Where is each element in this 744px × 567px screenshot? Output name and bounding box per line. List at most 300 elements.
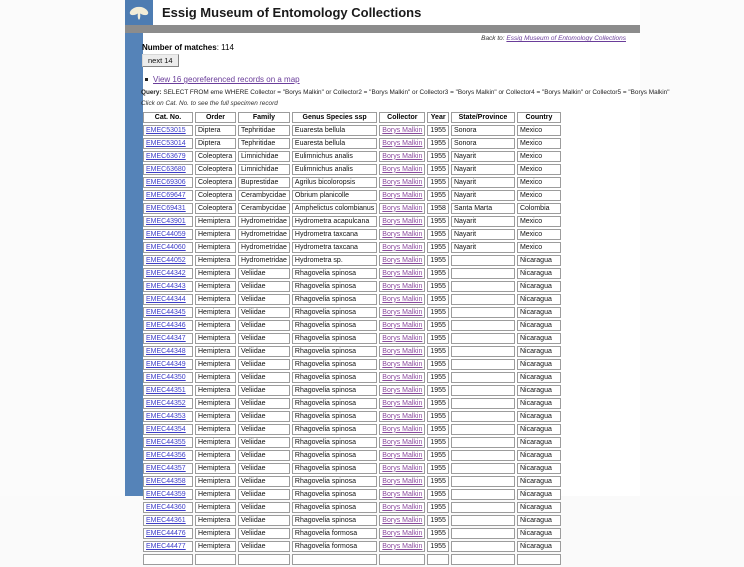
cat-no-link[interactable]: EMEC69431 [146,204,186,212]
col-header-genus-species: Genus Species ssp [292,112,377,123]
table-row [143,281,561,292]
table-row [143,190,561,201]
cell-country: Nicaragua [517,515,561,526]
cell-order: Hemiptera [195,281,236,292]
cell-collector [379,359,425,370]
cell-year: 1955 [427,372,449,383]
cell-state-province [451,281,515,292]
cell-state-province [451,554,515,565]
cat-no-link[interactable]: EMEC44361 [146,516,186,524]
cell-family: Veliidae [238,281,290,292]
cell-year: 1955 [427,450,449,461]
cell-collector [379,554,425,565]
table-row [143,385,561,396]
cell-order: Coleoptera [195,151,236,162]
table-row [143,450,561,461]
cell-state-province [451,424,515,435]
cell-year: 1955 [427,385,449,396]
cell-genus-species: Obrium planicolle [292,190,377,201]
table-row [143,476,561,487]
cell-country: Nicaragua [517,255,561,266]
cat-no-link[interactable]: EMEC44345 [146,308,186,316]
cat-no-link[interactable]: EMEC43901 [146,217,186,225]
cell-state-province: Sonora [451,138,515,149]
cell-state-province [451,255,515,266]
cell-family: Veliidae [238,541,290,552]
list-bullet-icon [145,78,148,81]
cat-no-link[interactable]: EMEC44344 [146,295,186,303]
cell-family: Veliidae [238,333,290,344]
table-row [143,333,561,344]
cell-year [427,554,449,565]
collector-link[interactable]: Borys Malkin [382,425,423,433]
results-table-body [143,125,561,565]
cat-no-link[interactable]: EMEC44349 [146,360,186,368]
cell-cat-no [143,307,193,318]
cell-collector [379,216,425,227]
cell-genus-species: Hydrometra taxcana [292,229,377,240]
collector-link[interactable]: Borys Malkin [382,373,423,381]
cell-state-province [451,476,515,487]
cell-year: 1955 [427,307,449,318]
collector-link[interactable]: Borys Malkin [382,191,423,199]
collector-link[interactable]: Borys Malkin [382,204,423,212]
cell-country: Nicaragua [517,359,561,370]
collector-link[interactable]: Borys Malkin [382,321,423,329]
page [125,0,670,550]
cell-country: Nicaragua [517,398,561,409]
cat-no-link[interactable]: EMEC63679 [146,152,186,160]
cell-family: Veliidae [238,437,290,448]
collector-link[interactable]: Borys Malkin [382,347,423,355]
table-row [143,411,561,422]
collector-link[interactable]: Borys Malkin [382,178,423,186]
collector-link[interactable]: Borys Malkin [382,308,423,316]
cell-genus-species: Rhagovelia spinosa [292,346,377,357]
cell-country: Mexico [517,151,561,162]
table-row [143,437,561,448]
cell-genus-species: Eulimnichus analis [292,151,377,162]
cat-no-link[interactable]: EMEC44355 [146,438,186,446]
query-label: Query: [141,89,162,96]
cell-country: Nicaragua [517,307,561,318]
cell-year: 1955 [427,476,449,487]
cell-order: Hemiptera [195,242,236,253]
cell-state-province: Nayarit [451,242,515,253]
cell-order: Hemiptera [195,398,236,409]
table-row [143,372,561,383]
cell-year: 1955 [427,216,449,227]
cell-state-province [451,307,515,318]
cell-state-province [451,294,515,305]
cell-country: Mexico [517,229,561,240]
cell-collector [379,242,425,253]
cell-state-province [451,489,515,500]
cell-state-province [451,450,515,461]
cell-order: Hemiptera [195,346,236,357]
cat-no-link[interactable]: EMEC44347 [146,334,186,342]
cat-no-link[interactable]: EMEC53014 [146,139,186,147]
cell-genus-species: Hydrometra taxcana [292,242,377,253]
cat-no-link[interactable]: EMEC63680 [146,165,186,173]
cell-cat-no [143,333,193,344]
cell-family: Limnichidae [238,164,290,175]
cell-country: Nicaragua [517,437,561,448]
cell-collector [379,528,425,539]
collector-link[interactable]: Borys Malkin [382,126,423,134]
cell-genus-species: Rhagovelia spinosa [292,333,377,344]
cell-genus-species: Euaresta bellula [292,125,377,136]
collector-link[interactable]: Borys Malkin [382,295,423,303]
table-row [143,307,561,318]
cell-family: Veliidae [238,307,290,318]
col-header-year: Year [427,112,449,123]
cell-order: Hemiptera [195,372,236,383]
cell-genus-species: Rhagovelia spinosa [292,398,377,409]
cell-year: 1955 [427,346,449,357]
cell-family: Veliidae [238,476,290,487]
cell-cat-no [143,437,193,448]
cell-family: Tephritidae [238,125,290,136]
cat-no-link[interactable]: EMEC44052 [146,256,186,264]
query-text: SELECT FROM eme WHERE Collector = "Borys Malkin" or Collector2 = "Borys Malkin" or Collector3 = "Borys Malkin" or Collector4 = "Borys Malkin" or Collector5 = "Borys Malkin" [163,89,670,96]
cell-genus-species: Amphelictus colombianus [292,203,377,214]
cell-genus-species: Rhagovelia spinosa [292,372,377,383]
cell-genus-species: Rhagovelia spinosa [292,281,377,292]
cat-no-link[interactable]: EMEC44360 [146,503,186,511]
cell-year: 1955 [427,229,449,240]
cell-cat-no [143,489,193,500]
cell-family: Hydrometridae [238,242,290,253]
cell-state-province [451,411,515,422]
cell-year: 1955 [427,528,449,539]
cell-order: Hemiptera [195,502,236,513]
cell-year: 1955 [427,125,449,136]
cat-no-link[interactable]: EMEC44346 [146,321,186,329]
cell-collector [379,515,425,526]
table-row [143,320,561,331]
map-link-row [145,75,300,84]
cell-collector [379,190,425,201]
cat-no-link[interactable]: EMEC69647 [146,191,186,199]
cat-no-link[interactable]: EMEC44059 [146,230,186,238]
collector-link[interactable]: Borys Malkin [382,490,423,498]
catno-hint: Click on Cat. No. to see the full specimen record [141,100,278,107]
cell-state-province: Nayarit [451,151,515,162]
cell-genus-species: Rhagovelia spinosa [292,437,377,448]
cat-no-link[interactable]: EMEC44356 [146,451,186,459]
cell-collector [379,281,425,292]
cell-year: 1955 [427,424,449,435]
collector-link[interactable]: Borys Malkin [382,477,423,485]
cell-country: Nicaragua [517,268,561,279]
collector-link[interactable]: Borys Malkin [382,360,423,368]
collector-link[interactable]: Borys Malkin [382,269,423,277]
table-row [143,138,561,149]
cell-cat-no [143,450,193,461]
next-button[interactable]: next 14 [142,54,179,67]
cell-year: 1955 [427,164,449,175]
cat-no-link[interactable]: EMEC44477 [146,542,186,550]
collector-link[interactable]: Borys Malkin [382,152,423,160]
cell-state-province [451,333,515,344]
cell-state-province: Nayarit [451,216,515,227]
cell-year: 1955 [427,320,449,331]
cell-state-province [451,463,515,474]
cell-collector [379,268,425,279]
cat-no-link[interactable]: EMEC44354 [146,425,186,433]
table-row [143,502,561,513]
cell-country: Nicaragua [517,541,561,552]
cell-state-province: Nayarit [451,229,515,240]
table-row [143,268,561,279]
cell-cat-no [143,398,193,409]
cell-country: Nicaragua [517,294,561,305]
cell-order: Hemiptera [195,229,236,240]
cell-state-province [451,502,515,513]
collector-link[interactable]: Borys Malkin [382,516,423,524]
cell-order: Hemiptera [195,515,236,526]
cell-family: Veliidae [238,346,290,357]
cell-state-province: Sonora [451,125,515,136]
cell-family: Tephritidae [238,138,290,149]
cell-family: Cerambycidae [238,190,290,201]
collector-link[interactable]: Borys Malkin [382,334,423,342]
cat-no-link[interactable]: EMEC69306 [146,178,186,186]
back-to-link[interactable]: Essig Museum of Entomology Collections [506,35,626,42]
cell-collector [379,450,425,461]
match-count-value: 114 [221,43,234,52]
cell-order: Hemiptera [195,450,236,461]
cell-cat-no [143,125,193,136]
cell-cat-no [143,151,193,162]
cell-country: Nicaragua [517,333,561,344]
cat-no-link[interactable]: EMEC44353 [146,412,186,420]
georeferenced-map-link[interactable]: View 16 georeferenced records on a map [153,75,300,84]
cell-collector [379,411,425,422]
collector-link[interactable]: Borys Malkin [382,256,423,264]
cat-no-link[interactable]: EMEC44359 [146,490,186,498]
cell-cat-no [143,164,193,175]
cell-cat-no [143,138,193,149]
cell-cat-no [143,203,193,214]
cell-year: 1955 [427,437,449,448]
cell-order: Hemiptera [195,216,236,227]
cell-order: Hemiptera [195,411,236,422]
collector-link[interactable]: Borys Malkin [382,217,423,225]
cell-family: Veliidae [238,372,290,383]
cell-cat-no [143,528,193,539]
collector-link[interactable]: Borys Malkin [382,542,423,550]
col-header-cat-no: Cat. No. [143,112,193,123]
cell-cat-no [143,255,193,266]
cell-cat-no [143,320,193,331]
cell-genus-species: Hydrometra sp. [292,255,377,266]
collector-link[interactable]: Borys Malkin [382,399,423,407]
cat-no-link[interactable]: EMEC44060 [146,243,186,251]
cell-cat-no [143,385,193,396]
cell-family: Cerambycidae [238,203,290,214]
cell-year: 1955 [427,411,449,422]
cell-cat-no [143,229,193,240]
cell-state-province [451,437,515,448]
cell-collector [379,437,425,448]
cell-cat-no [143,346,193,357]
table-row [143,229,561,240]
cell-collector [379,294,425,305]
cat-no-link[interactable]: EMEC44343 [146,282,186,290]
cat-no-link[interactable]: EMEC44357 [146,464,186,472]
results-table [141,110,563,567]
cell-family [238,554,290,565]
cell-family: Veliidae [238,294,290,305]
cell-collector [379,385,425,396]
cell-year: 1955 [427,502,449,513]
cell-order: Hemiptera [195,541,236,552]
cat-no-link[interactable]: EMEC44351 [146,386,186,394]
cell-genus-species: Euaresta bellula [292,138,377,149]
cell-year: 1955 [427,151,449,162]
cell-order: Hemiptera [195,528,236,539]
collector-link[interactable]: Borys Malkin [382,230,423,238]
cell-country: Mexico [517,164,561,175]
cell-genus-species: Rhagovelia spinosa [292,268,377,279]
cell-family: Veliidae [238,450,290,461]
cell-genus-species: Rhagovelia spinosa [292,411,377,422]
cell-year: 1955 [427,541,449,552]
col-header-order: Order [195,112,236,123]
cell-order: Hemiptera [195,255,236,266]
collector-link[interactable]: Borys Malkin [382,464,423,472]
cell-country: Mexico [517,216,561,227]
cell-genus-species: Rhagovelia spinosa [292,359,377,370]
cell-collector [379,424,425,435]
cell-cat-no [143,190,193,201]
cell-family: Buprestidae [238,177,290,188]
cell-order: Coleoptera [195,177,236,188]
cell-cat-no [143,541,193,552]
cell-order: Diptera [195,138,236,149]
cell-collector [379,476,425,487]
col-header-collector: Collector [379,112,425,123]
cell-state-province [451,515,515,526]
page-title: Essig Museum of Entomology Collections [162,5,422,20]
cell-state-province: Santa Marta [451,203,515,214]
table-row [143,346,561,357]
cell-order: Hemiptera [195,268,236,279]
collector-link[interactable]: Borys Malkin [382,438,423,446]
cell-year: 1955 [427,190,449,201]
cell-country: Nicaragua [517,476,561,487]
cell-cat-no [143,502,193,513]
collector-link[interactable]: Borys Malkin [382,529,423,537]
table-row [143,489,561,500]
cell-family: Veliidae [238,411,290,422]
table-row [143,359,561,370]
cell-state-province: Nayarit [451,177,515,188]
cell-state-province [451,541,515,552]
cat-no-link[interactable]: EMEC44358 [146,477,186,485]
cell-state-province [451,320,515,331]
cell-country: Nicaragua [517,463,561,474]
col-header-state-province: State/Province [451,112,515,123]
cell-country: Nicaragua [517,411,561,422]
cell-cat-no [143,268,193,279]
cell-order: Hemiptera [195,307,236,318]
cell-year: 1955 [427,138,449,149]
cell-collector [379,164,425,175]
cell-family: Veliidae [238,385,290,396]
cell-family: Veliidae [238,424,290,435]
cell-order: Coleoptera [195,164,236,175]
cell-country: Nicaragua [517,502,561,513]
collector-link[interactable]: Borys Malkin [382,503,423,511]
cell-family: Veliidae [238,268,290,279]
cell-order: Hemiptera [195,320,236,331]
cell-state-province [451,346,515,357]
museum-logo [125,0,153,25]
cell-genus-species: Rhagovelia spinosa [292,294,377,305]
cell-year: 1955 [427,489,449,500]
cell-genus-species: Agrilus bicoloropsis [292,177,377,188]
cat-no-link[interactable]: EMEC44350 [146,373,186,381]
header-divider [125,25,640,33]
cell-cat-no [143,372,193,383]
cell-country [517,554,561,565]
cell-order: Hemiptera [195,294,236,305]
cell-country: Nicaragua [517,372,561,383]
cell-genus-species: Rhagovelia spinosa [292,424,377,435]
collector-link[interactable]: Borys Malkin [382,139,423,147]
cat-no-link[interactable]: EMEC44348 [146,347,186,355]
cat-no-link[interactable]: EMEC53015 [146,126,186,134]
cell-country: Nicaragua [517,385,561,396]
collector-link[interactable]: Borys Malkin [382,412,423,420]
cat-no-link[interactable]: EMEC44342 [146,269,186,277]
cell-genus-species: Rhagovelia spinosa [292,502,377,513]
cell-country: Nicaragua [517,450,561,461]
cell-cat-no [143,463,193,474]
cell-genus-species: Rhagovelia spinosa [292,476,377,487]
cat-no-link[interactable]: EMEC44476 [146,529,186,537]
collector-link[interactable]: Borys Malkin [382,386,423,394]
cell-cat-no [143,216,193,227]
cell-collector [379,346,425,357]
table-row [143,203,561,214]
cell-country: Nicaragua [517,281,561,292]
collector-link[interactable]: Borys Malkin [382,165,423,173]
cat-no-link[interactable]: EMEC44352 [146,399,186,407]
cell-cat-no [143,359,193,370]
cell-collector [379,372,425,383]
cell-genus-species: Rhagovelia spinosa [292,489,377,500]
header-row [143,112,561,123]
cell-year: 1955 [427,515,449,526]
cell-family: Veliidae [238,398,290,409]
cell-collector [379,229,425,240]
cell-state-province [451,372,515,383]
cell-order [195,554,236,565]
cell-genus-species: Rhagovelia spinosa [292,515,377,526]
cell-collector [379,502,425,513]
cell-state-province [451,268,515,279]
cell-country: Nicaragua [517,320,561,331]
cell-year: 1955 [427,255,449,266]
collector-link[interactable]: Borys Malkin [382,243,423,251]
collector-link[interactable]: Borys Malkin [382,451,423,459]
cell-state-province [451,528,515,539]
collector-link[interactable]: Borys Malkin [382,282,423,290]
